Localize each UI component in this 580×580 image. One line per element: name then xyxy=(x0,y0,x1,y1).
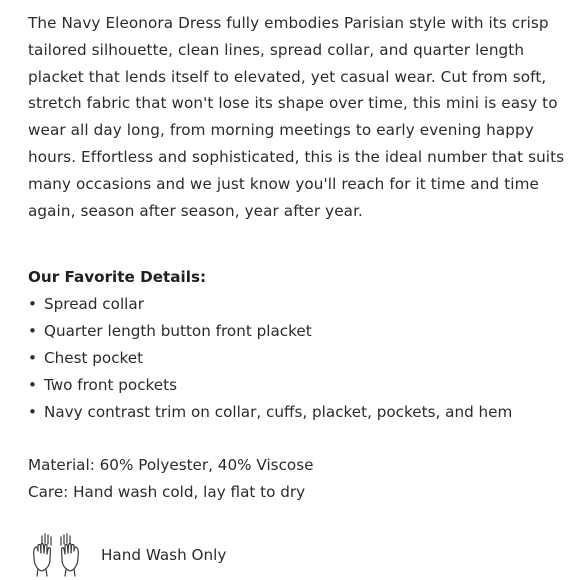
care-badge xyxy=(28,533,576,577)
details-list xyxy=(28,291,576,426)
bullet-icon: • xyxy=(28,403,37,422)
hand-wash-icon xyxy=(28,533,84,577)
hand-wash-label: Hand Wash Only xyxy=(101,546,227,565)
detail-text: Navy contrast trim on collar, cuffs, placket, pockets, and hem xyxy=(44,403,513,422)
product-description: The Navy Eleonora Dress fully embodies Parisian style with its crisp tailored silhouette, clean lines, spread collar, and quarter length placket that lends itself to elevated, yet casual wear. Cut from soft, stretch fabric that won't lose its shape over time, this mini is easy to wear all day long, from morning meetings to early evening happy hours. Effortless and sophisticated, this is the ideal number that suits many occasions and we just know you'll reach for it time and time again, season after season, year after year. xyxy=(28,14,565,220)
material-text: Material: 60% Polyester, 40% Viscose xyxy=(28,456,314,475)
detail-text: Spread collar xyxy=(44,295,144,314)
product-details xyxy=(28,10,576,577)
list-item xyxy=(28,372,576,399)
list-item xyxy=(28,399,576,426)
list-item xyxy=(28,345,576,372)
bullet-icon: • xyxy=(28,295,37,314)
detail-text: Two front pockets xyxy=(44,376,178,395)
bullet-icon: • xyxy=(28,349,37,368)
list-item xyxy=(28,291,576,318)
detail-text: Chest pocket xyxy=(44,349,144,368)
bullet-icon: • xyxy=(28,322,37,341)
spec-block xyxy=(28,452,576,506)
bullet-icon: • xyxy=(28,376,37,395)
care-text: Care: Hand wash cold, lay flat to dry xyxy=(28,483,306,502)
list-item xyxy=(28,318,576,345)
detail-text: Quarter length button front placket xyxy=(44,322,312,341)
details-heading: Our Favorite Details: xyxy=(28,268,207,287)
